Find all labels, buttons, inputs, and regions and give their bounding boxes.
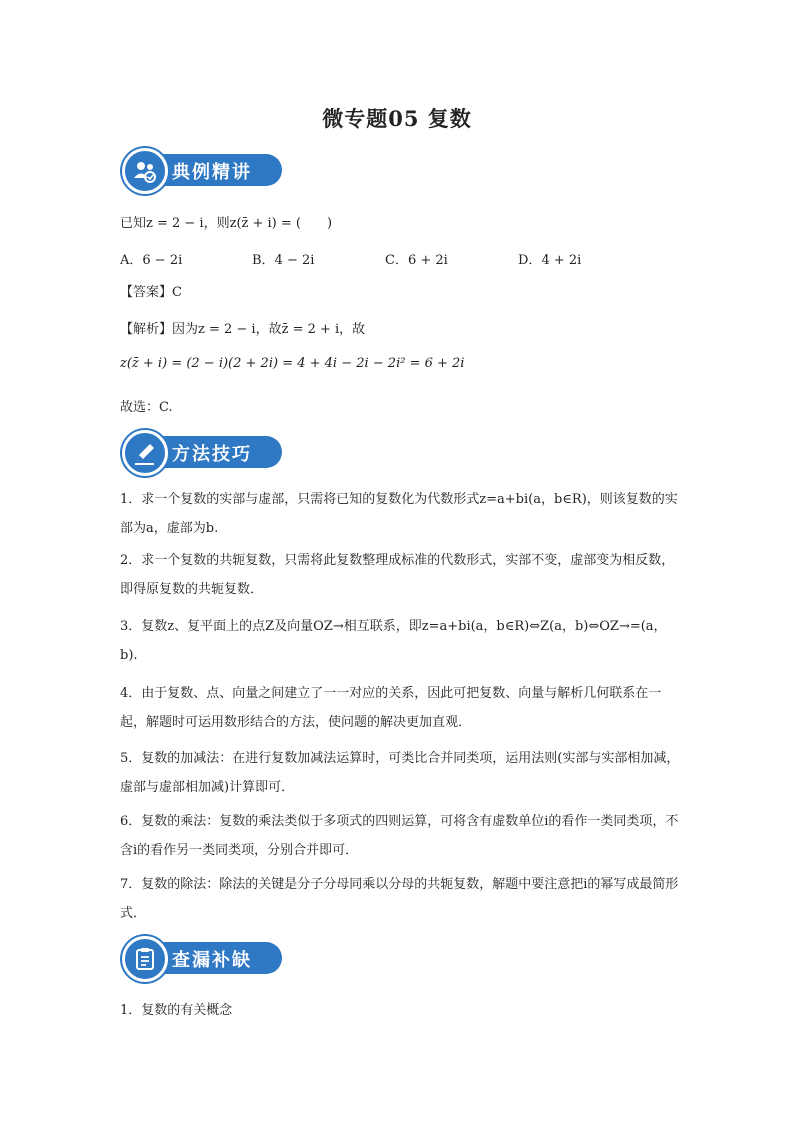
section-banner-method — [122, 430, 282, 472]
review-item: 1．复数的有关概念 — [120, 1003, 233, 1018]
section-banner-review — [122, 936, 282, 978]
clipboard-icon — [122, 936, 168, 982]
conclusion: 故选：C. — [120, 400, 173, 415]
analysis-head: 【解析】因为z = 2 − i，故z̄ = 2 + i，故 — [120, 322, 366, 337]
tip-3: 3．复数z、复平面上的点Z及向量OZ→相互联系，即z=a+bi(a，b∈R)⇔Z(a，b)⇔OZ→=(a，b). — [120, 619, 667, 663]
section-label: 方法技巧 — [172, 444, 252, 465]
tip-7: 7．复数的除法：除法的关键是分子分母同乘以分母的共轭复数，解题中要注意把i的幂写成最简形式． — [120, 877, 679, 921]
pencil-icon — [122, 430, 168, 476]
tip-1: 1．求一个复数的实部与虚部，只需将已知的复数化为代数形式z=a+bi(a，b∈R)，则该复数的实部为a，虚部为b. — [120, 492, 678, 536]
section-label: 查漏补缺 — [172, 950, 252, 971]
analysis-formula: z(z̄ + i) = (2 − i)(2 + 2i) = 4 + 4i − 2i − 2i² = 6 + 2i — [120, 356, 465, 371]
tip-5: 5．复数的加减法：在进行复数加减法运算时，可类比合并同类项，运用法则(实部与实部相加减，虚部与虚部相加减)计算即可． — [120, 751, 680, 795]
answer: 【答案】C — [120, 285, 182, 300]
option-b: B．4 − 2i — [252, 253, 315, 268]
section-banner-example — [122, 148, 282, 190]
option-a: A．6 − 2i — [120, 253, 183, 268]
tip-6: 6．复数的乘法：复数的乘法类似于多项式的四则运算，可将含有虚数单位i的看作一类同类项，不含i的看作另一类同类项，分别合并即可． — [120, 814, 679, 858]
tip-2: 2．求一个复数的共轭复数，只需将此复数整理成标准的代数形式，实部不变，虚部变为相反数，即得原复数的共轭复数． — [120, 553, 675, 597]
tip-4: 4．由于复数、点、向量之间建立了一一对应的关系，因此可把复数、向量与解析几何联系在一起，解题时可运用数形结合的方法，使问题的解决更加直观． — [120, 686, 662, 730]
page-title: 微专题05 复数 — [322, 106, 472, 131]
people-icon — [122, 148, 168, 194]
question-stem: 已知z = 2 − i，则z(z̄ + i) = ( ) — [120, 216, 333, 231]
option-d: D．4 + 2i — [518, 253, 582, 268]
option-c: C．6 + 2i — [385, 253, 448, 268]
section-label: 典例精讲 — [172, 162, 252, 183]
